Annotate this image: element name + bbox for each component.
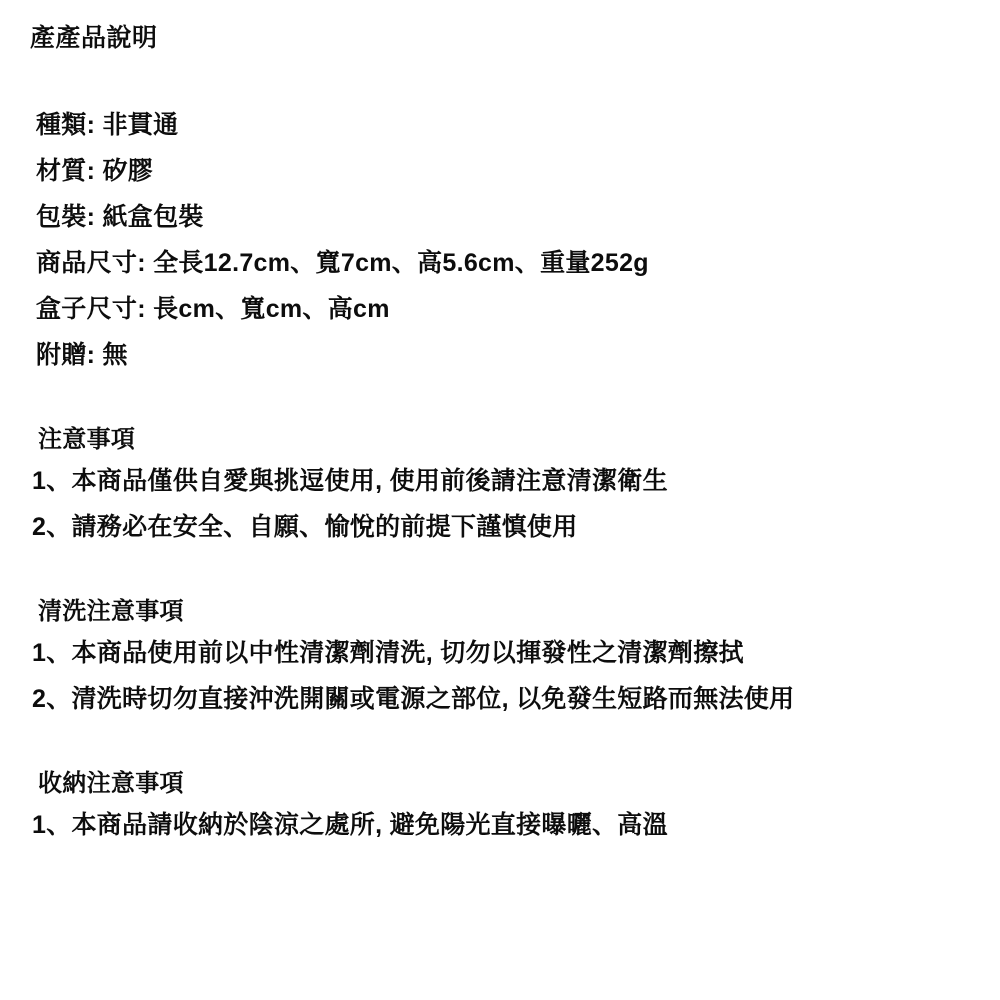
- spec-line-accessories: 附贈: 無: [36, 340, 128, 369]
- section-cleaning-heading: 清洗注意事項: [38, 597, 184, 625]
- section-cleaning-item-2: 2、清洗時切勿直接沖洗開關或電源之部位, 以免發生短路而無法使用: [32, 684, 795, 713]
- spec-line-material: 材質: 矽膠: [36, 156, 154, 185]
- section-cleaning: [30, 594, 970, 722]
- spec-line-type: 種類: 非貫通: [36, 110, 179, 139]
- section-precautions: [30, 422, 970, 550]
- section-precautions-item-2: 2、請務必在安全、自願、愉悅的前提下謹慎使用: [32, 512, 578, 541]
- page-title: 產產品說明: [30, 24, 158, 52]
- section-precautions-heading: 注意事項: [38, 425, 136, 453]
- section-storage-item-1: 1、本商品請收納於陰涼之處所, 避免陽光直接曝曬、高溫: [32, 810, 668, 839]
- section-precautions-item-1: 1、本商品僅供自愛與挑逗使用, 使用前後請注意清潔衛生: [32, 466, 668, 495]
- spec-line-product-dimensions: 商品尺寸: 全長12.7cm、寬7cm、高5.6cm、重量252g: [36, 248, 649, 277]
- section-storage-heading: 收納注意事項: [38, 769, 184, 797]
- section-cleaning-item-1: 1、本商品使用前以中性清潔劑清洗, 切勿以揮發性之清潔劑擦拭: [32, 638, 744, 667]
- section-storage: [30, 766, 970, 848]
- spec-line-box-dimensions: 盒子尺寸: 長cm、寬cm、高cm: [36, 294, 390, 323]
- specifications-block: [30, 102, 970, 378]
- spec-line-packaging: 包裝: 紙盒包裝: [36, 202, 204, 231]
